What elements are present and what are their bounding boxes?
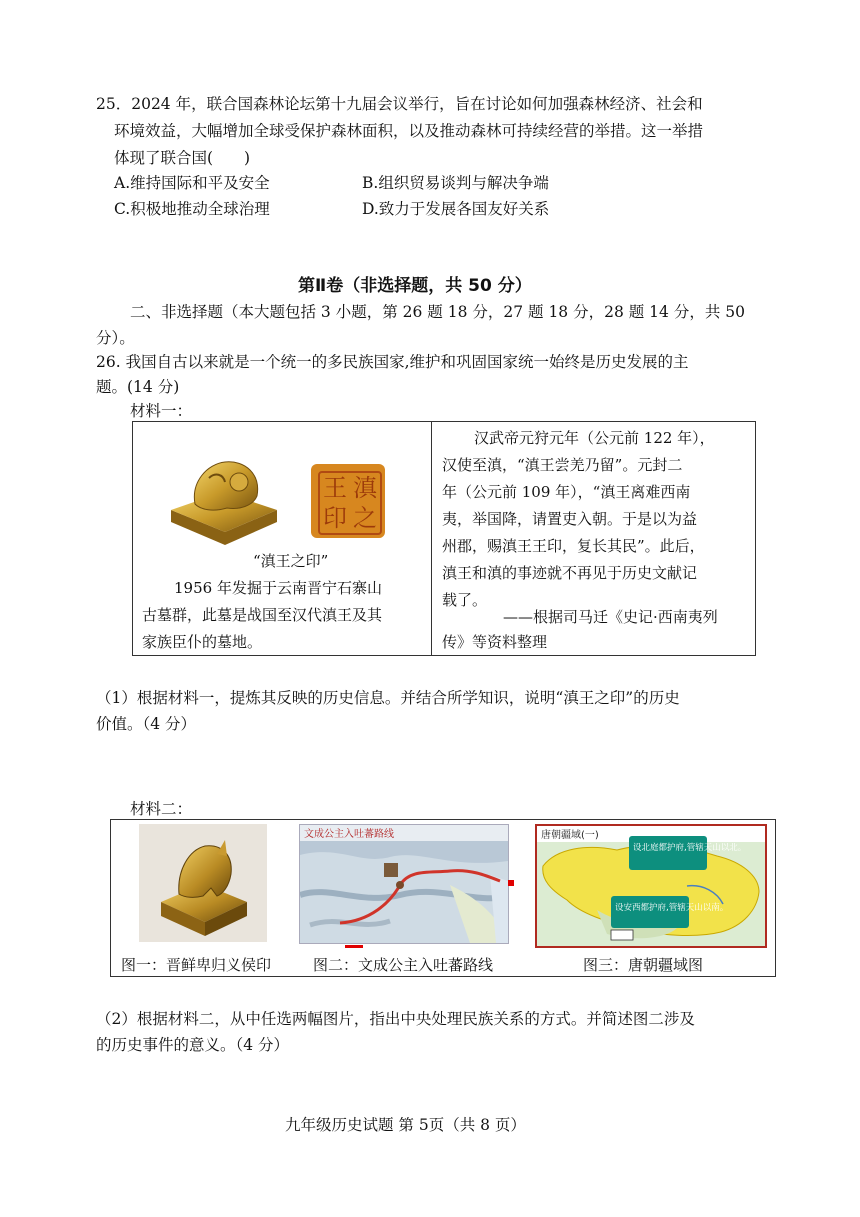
q26-1-line-2: 价值。（4 分） bbox=[96, 715, 197, 733]
map2-title: 文成公主入吐蕃路线 bbox=[304, 829, 394, 840]
history-line-2: 汉使至滇，“滇王尝羌乃留”。元封二 bbox=[442, 456, 683, 474]
material-2-label: 材料二： bbox=[130, 800, 193, 818]
section-title: 第Ⅱ卷（非选择题，共 50 分） bbox=[298, 276, 532, 296]
q25-stem-line-3: 体现了联合国( ) bbox=[114, 149, 251, 167]
history-line-1: 汉武帝元狩元年（公元前 122 年）， bbox=[474, 429, 715, 447]
q26-stem-line-2: 题。(14 分) bbox=[96, 378, 180, 396]
seal-desc-line-1: 1956 年发掘于云南晋宁石寨山 bbox=[174, 579, 382, 597]
q25-option-b: B.组织贸易谈判与解决争端 bbox=[362, 174, 549, 192]
q26-1-line-1: （1）根据材料一，提炼其反映的历史信息。并结合所学知识，说明“滇王之印”的历史 bbox=[96, 689, 680, 707]
wencheng-route-map bbox=[299, 824, 509, 944]
q25-stem-line-2: 环境效益，大幅增加全球受保护森林面积，以及推动森林可持续经营的举措。这一举措 bbox=[114, 122, 704, 140]
q25-stem-line-1: 25．2024 年，联合国森林论坛第十九届会议举行，旨在讨论如何加强森林经济、社会和 bbox=[96, 95, 703, 113]
tang-territory-map bbox=[535, 824, 767, 948]
map3-note-1: 设北庭都护府,管辖天山以北。 bbox=[633, 843, 747, 853]
section-intro-line-1: 二、非选择题（本大题包括 3 小题，第 26 题 18 分，27 题 18 分，28 题 14 分，共 50 bbox=[130, 303, 745, 321]
table-divider bbox=[431, 422, 432, 655]
seal-impression-image bbox=[311, 464, 385, 538]
q25-option-a: A.维持国际和平及安全 bbox=[114, 174, 270, 192]
q26-2-line-2: 的历史事件的意义。（4 分） bbox=[96, 1036, 290, 1054]
red-marker bbox=[508, 880, 514, 886]
seal-chars: 滇 王 之 印 bbox=[318, 471, 382, 535]
page-footer: 九年级历史试题 第 5页（共 8 页） bbox=[285, 1116, 526, 1134]
map3-title: 唐朝疆域(一) bbox=[541, 830, 599, 841]
history-line-5: 州郡，赐滇王王印，复长其民”。此后， bbox=[442, 537, 705, 555]
history-line-7: 载了。 bbox=[442, 591, 488, 609]
material-1-table bbox=[132, 421, 756, 656]
history-source-line-2: 传》等资料整理 bbox=[442, 633, 548, 651]
q25-option-c: C.积极地推动全球治理 bbox=[114, 200, 270, 218]
red-marker-2 bbox=[345, 945, 363, 948]
q26-stem-line-1: 26. 我国自古以来就是一个统一的多民族国家,维护和巩固国家统一始终是历史发展的主 bbox=[96, 353, 689, 371]
history-line-3: 年（公元前 109 年），“滇王离难西南 bbox=[442, 483, 691, 501]
seal-caption: “滇王之印” bbox=[253, 552, 329, 570]
material-1-label: 材料一： bbox=[130, 402, 193, 420]
seal-desc-line-2: 古墓群，此墓是战国至汉代滇王及其 bbox=[142, 606, 383, 624]
fig2-caption: 图二：文成公主入吐蕃路线 bbox=[313, 956, 494, 974]
q26-2-line-1: （2）根据材料二，从中任选两幅图片，指出中央处理民族关系的方式。并简述图二涉及 bbox=[96, 1010, 695, 1028]
dian-king-seal-image bbox=[165, 452, 283, 547]
material-2-figures bbox=[110, 819, 776, 977]
fig1-caption: 图一：晋鲜卑归义侯印 bbox=[121, 956, 272, 974]
map3-note-2: 设安西都护府,管辖天山以南。 bbox=[615, 903, 729, 913]
history-line-6: 滇王和滇的事迹就不再见于历史文献记 bbox=[442, 564, 698, 582]
fig3-caption: 图三：唐朝疆域图 bbox=[583, 956, 704, 974]
seal-desc-line-3: 家族臣仆的墓地。 bbox=[142, 633, 263, 651]
xianbei-seal-image bbox=[139, 824, 267, 942]
history-line-4: 夷，举国降，请置吏入朝。于是以为益 bbox=[442, 510, 698, 528]
section-intro-line-2: 分）。 bbox=[96, 329, 135, 347]
q25-option-d: D.致力于发展各国友好关系 bbox=[362, 200, 550, 218]
history-source-line-1: ——根据司马迁《史记·西南夷列 bbox=[503, 608, 718, 626]
